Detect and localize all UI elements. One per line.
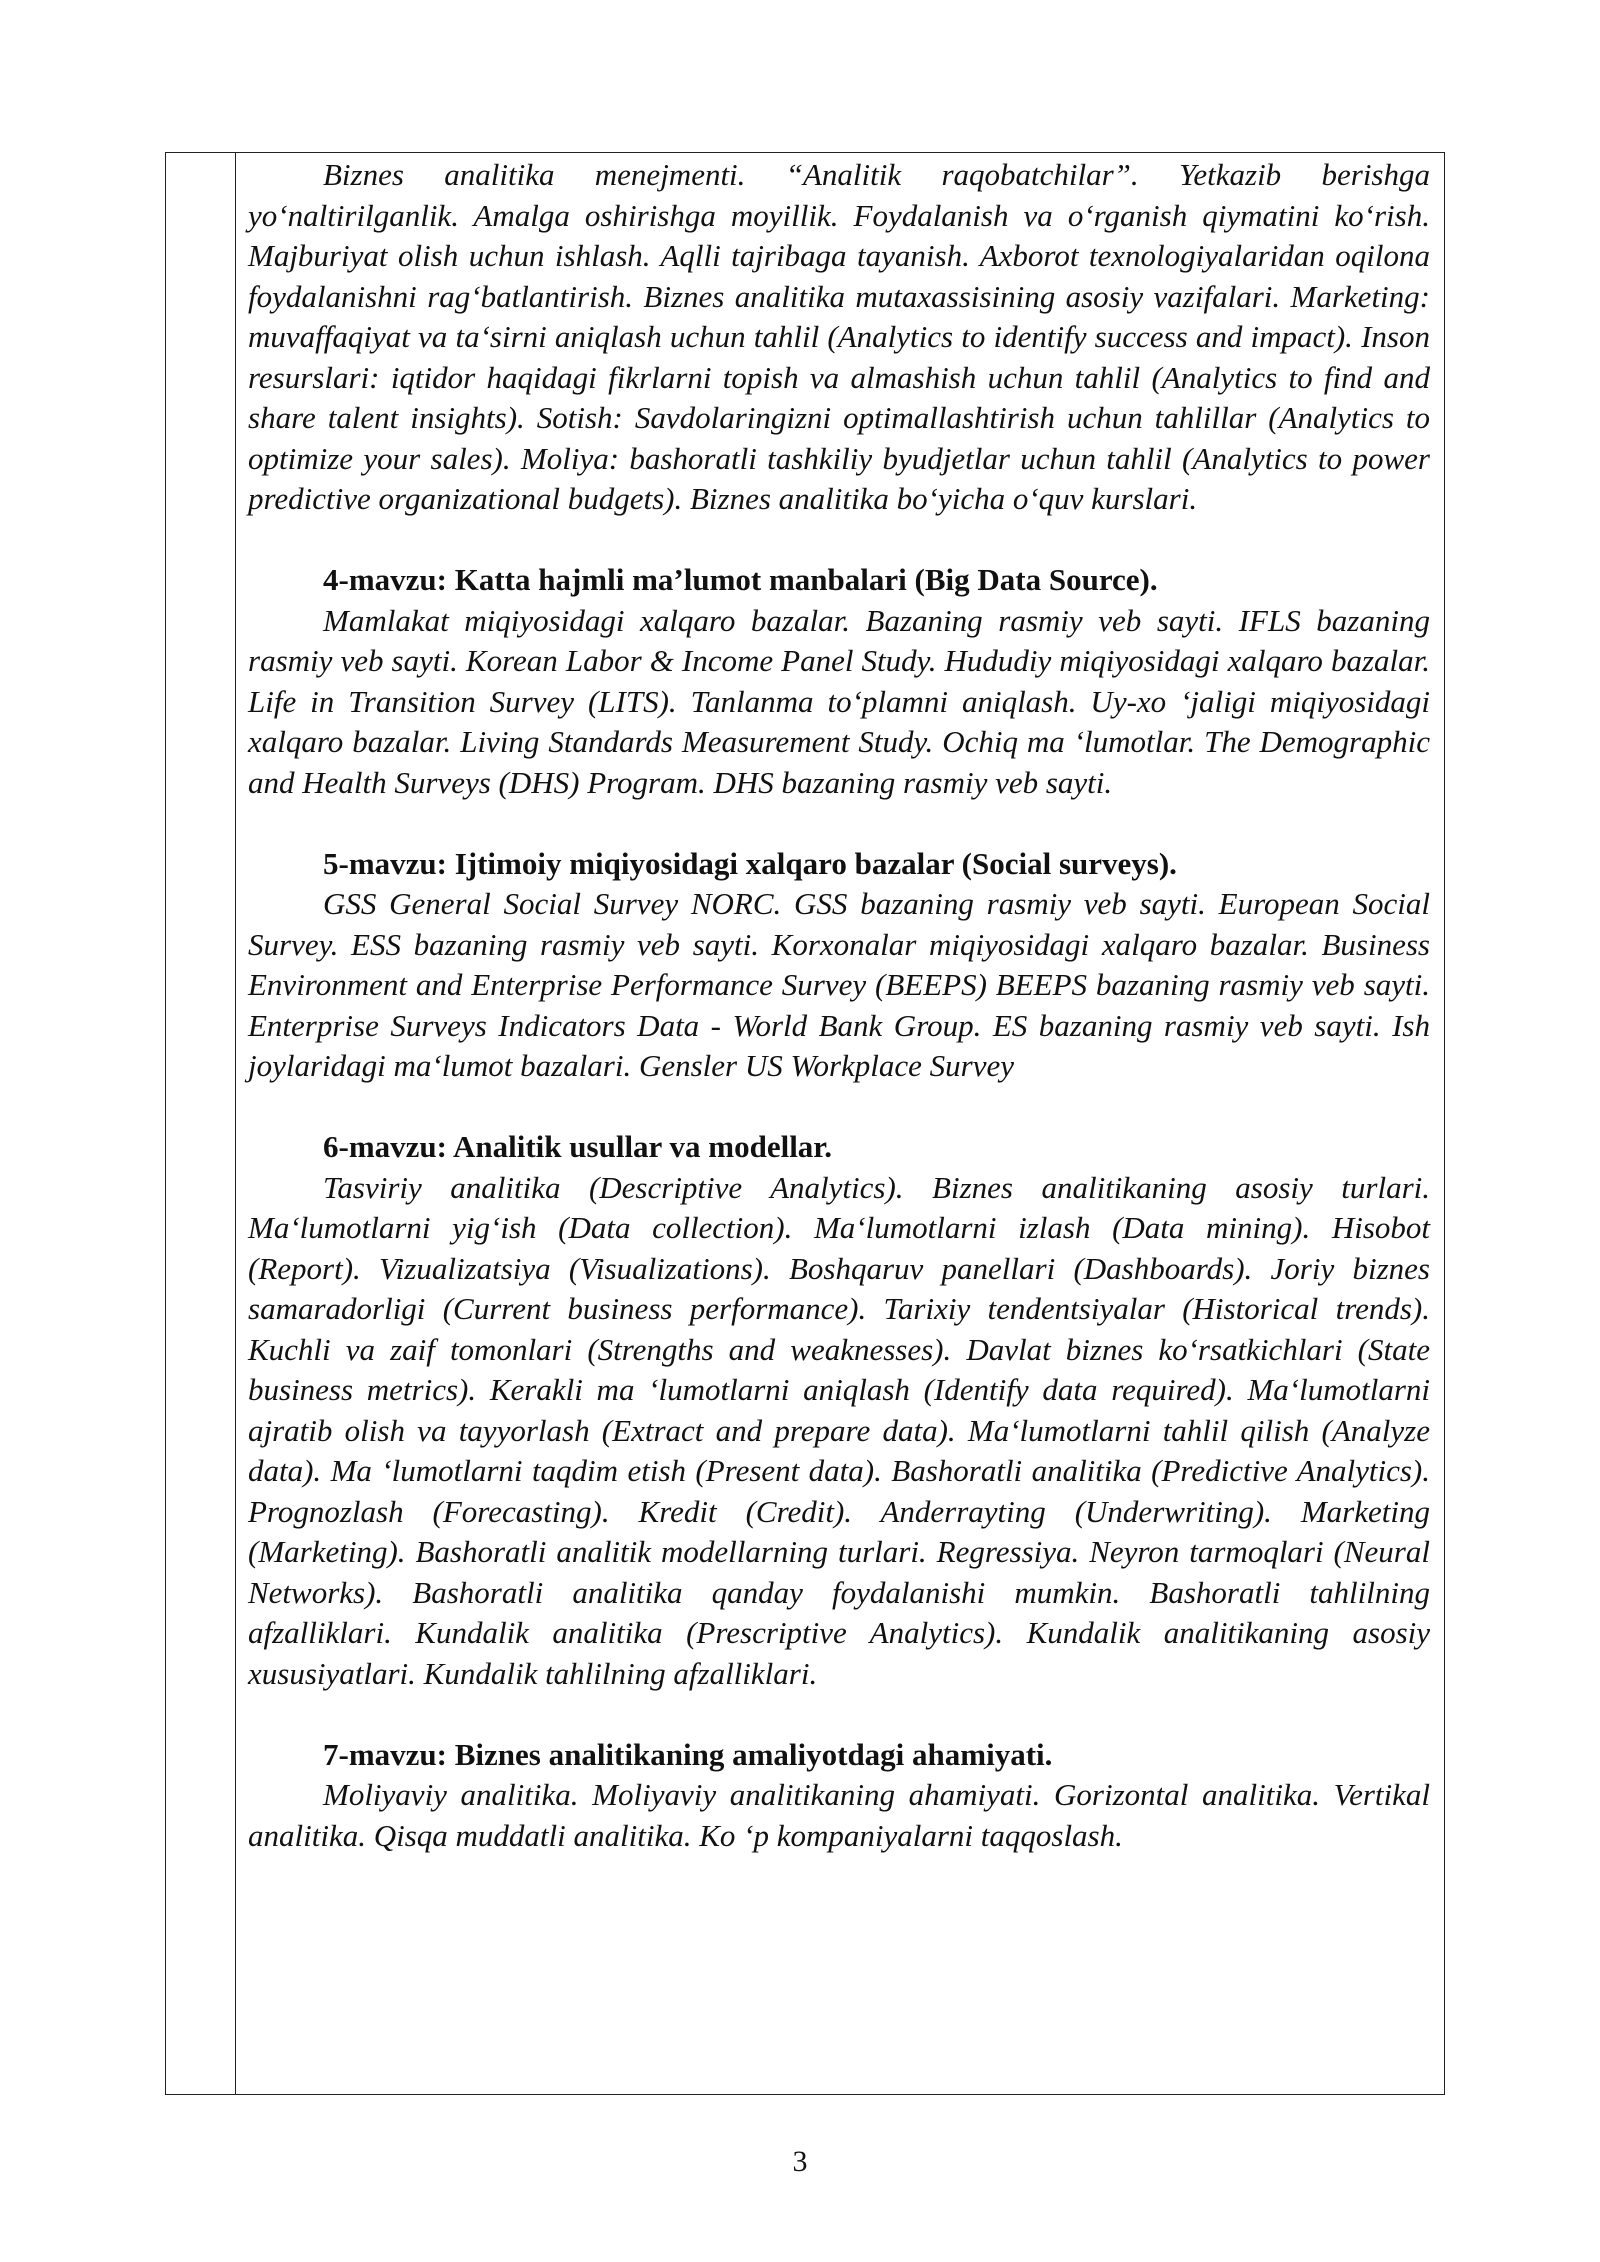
topic-6-body: Tasviriy analitika (Descriptive Analytics). Biznes analitikaning asosiy turlari. Ma‘lumotlarni yig‘ish (Data collection). Ma‘lumotlarni izlash (Data mining). Hisobot (Report). Vizualizatsiya (Visualizations). Boshqaruv panellari (Dashboards). Joriy biznes samaradorligi (Current business performance). Tarixiy tendentsiyalar (Historical trends). Kuchli va zaif tomonlari (Strengths and weaknesses). Davlat biznes ko‘rsatkichlari (State business metrics). Kerakli ma ‘lumotlarni aniqlash (Identify data required). Ma‘lumotlarni ajratib olish va tayyorlash (Extract and prepare data). Ma‘lumotlarni tahlil qilish (Analyze data). Ma ‘lumotlarni taqdim etish (Present data). Bashoratli analitika (Predictive Analytics). Prognozlash (Forecasting). Kredit (Credit). Anderrayting (Underwriting). Marketing (Marketing). Bashoratli analitik modellarning turlari. Regressiya. Neyron tarmoqlari (Neural Networks). Bashoratli analitika qanday foydalanishi mumkin. Bashoratli tahlilning afzalliklari. Kundalik analitika (Prescriptive Analytics). Kundalik analitikaning asosiy xususiyatlari. Kundalik tahlilning afzalliklari. xyxy=(248,1169,1430,1691)
topic-7-body: Moliyaviy analitika. Moliyaviy analitikaning ahamiyati. Gorizontal analitika. Vertikal analitika. Qisqa muddatli analitika. Ko ‘p kompaniyalarni taqqoslash. xyxy=(248,1777,1430,1853)
section-intro-body: Biznes analitika menejmenti. “Analitik raqobatchilar”. Yetkazib berishga yo‘naltirilganlik. Amalga oshirishga moyillik. Foydalanish va o‘rganish qiymatini ko‘rish. Majburiyat olish uchun ishlash. Aqlli tajribaga tayanish. Axborot texnologiyalaridan oqilona foydalanishni rag‘batlantirish. Biznes analitika mutaxassisining asosiy vazifalari. Marketing: muvaffaqiyat va ta‘sirni aniqlash uchun tahlil (Analytics to identify success and impact). Inson resurslari: iqtidor haqidagi fikrlarni topish va almashish uchun tahlil (Analytics to find and share talent insights). Sotish: Savdolaringizni optimallashtirish uchun tahlillar (Analytics to optimize your sales). Moliya: bashoratli tashkiliy byudjetlar uchun tahlil (Analytics to power predictive organizational budgets). Biznes analitika bo‘yicha o‘quv kurslari. xyxy=(248,157,1430,516)
table-content-cell xyxy=(236,153,1444,2094)
syllabus-table xyxy=(165,152,1445,2095)
section-spacer xyxy=(248,803,1430,844)
page-number: 3 xyxy=(792,2145,808,2178)
topic-4-heading: 4-mavzu: Katta hajmli ma’lumot manbalari (Big Data Source). xyxy=(323,562,1158,597)
section-spacer xyxy=(248,520,1430,561)
topic-7-heading: 7-mavzu: Biznes analitikaning amaliyotdagi ahamiyati. xyxy=(323,1736,1053,1772)
topic-4-body: Mamlakat miqiyosidagi xalqaro bazalar. Bazaning rasmiy veb sayti. IFLS bazaning rasmiy veb sayti. Korean Labor & Income Panel Study. Hududiy miqiyosidagi xalqaro bazalar. Life in Transition Survey (LITS). Tanlanma to‘plamni aniqlash. Uy-xo ‘jaligi miqiyosidagi xalqaro bazalar. Living Standards Measurement Study. Ochiq ma ‘lumotlar. The Demographic and Health Surveys (DHS) Program. DHS bazaning rasmiy veb sayti. xyxy=(248,602,1430,800)
topic-5-body: GSS General Social Survey NORC. GSS bazaning rasmiy veb sayti. European Social Survey. ESS bazaning rasmiy veb sayti. Korxonalar miqiyosidagi xalqaro bazalar. Business Environment and Enterprise Performance Survey (BEEPS) BEEPS bazaning rasmiy veb sayti. Enterprise Surveys Indicators Data - World Bank Group. ES bazaning rasmiy veb sayti. Ish joylaridagi ma‘lumot bazalari. Gensler US Workplace Survey xyxy=(248,886,1430,1083)
table-left-column xyxy=(166,153,236,2094)
section-spacer xyxy=(248,1087,1430,1128)
topic-6-heading: 6-mavzu: Analitik usullar va modellar. xyxy=(323,1129,832,1164)
section-spacer xyxy=(248,1694,1430,1735)
topic-5-heading: 5-mavzu: Ijtimoiy miqiyosidagi xalqaro bazalar (Social surveys). xyxy=(323,845,1177,881)
